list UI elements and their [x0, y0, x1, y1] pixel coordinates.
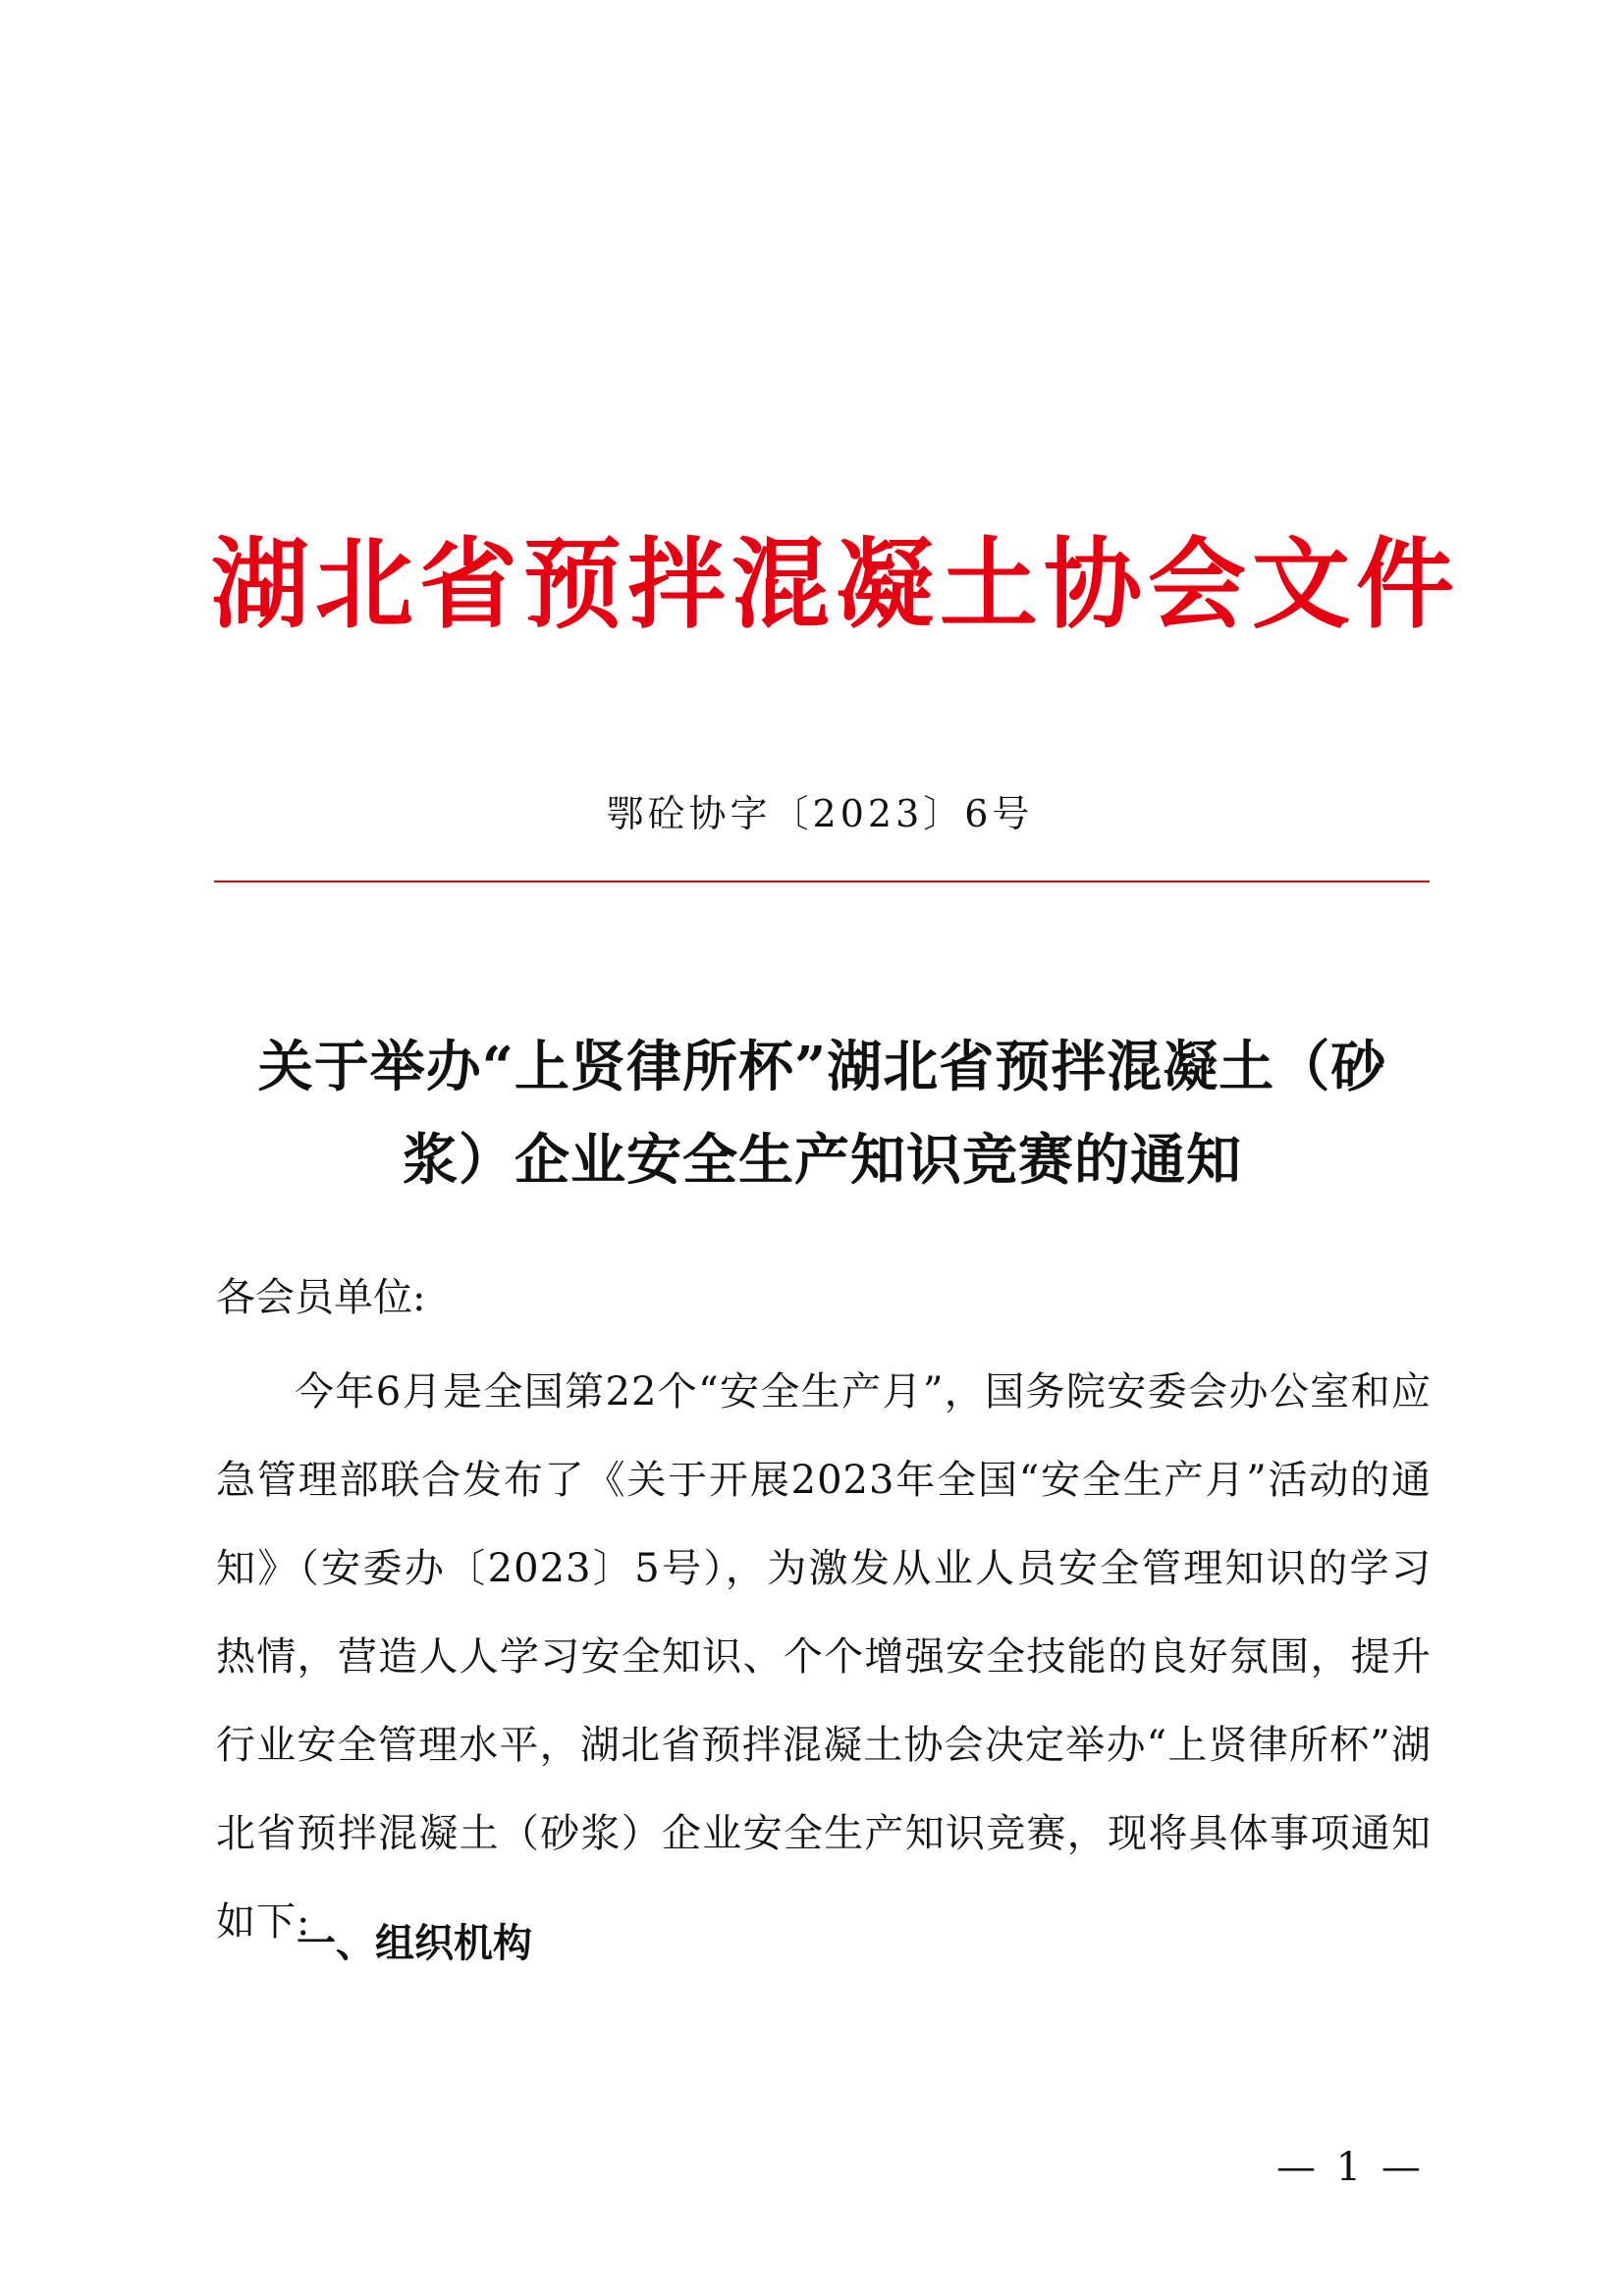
- body-text: [216, 1348, 1432, 1966]
- notice-title-line-1: 关于举办“上贤律所杯”湖北省预拌混凝土（砂: [257, 1035, 1387, 1099]
- page-number: — 1 —: [1276, 2145, 1425, 2190]
- notice-title: [211, 1021, 1434, 1207]
- salutation: 各会员单位:: [216, 1275, 426, 1320]
- body-paragraph: 今年6月是全国第22个“安全生产月”，国务院安委会办公室和应急管理部联合发布了《关于开展2023年全国“安全生产月”活动的通知》（安委办〔2023〕5号），为激发从业人员安全管理知识的学习热情，营造人人学习安全知识、个个增强安全技能的良好氛围，提升行业安全管理水平，湖北省预拌混凝土协会决定举办“上贤律所杯”湖北省预拌混凝土（砂浆）企业安全生产知识竞赛，现将具体事项通知如下:: [216, 1369, 1432, 1945]
- document-number: 鄂砼协字〔2023〕6号: [606, 792, 1034, 835]
- masthead-title: 湖北省预拌混凝土协会文件: [211, 526, 1460, 642]
- red-divider-line: [214, 881, 1430, 882]
- notice-title-line-2: 浆）企业安全生产知识竞赛的通知: [403, 1128, 1242, 1193]
- section-heading: 一、组织机构: [297, 1920, 532, 1966]
